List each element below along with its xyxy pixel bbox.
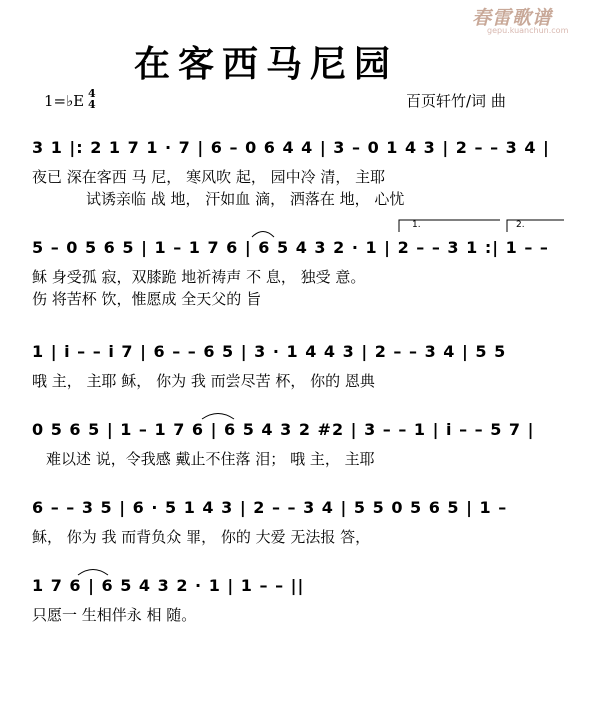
tie-mark-2 <box>200 408 236 420</box>
score-line-1: 3 1 |: 2 1 7 1 · 7 | 6 – 0 6 4 4 | 3 – 0 1 4 3 | 2 – – 3 4 | <box>32 138 550 157</box>
score-line-4: 0 5 6 5 | 1 – 1 7 6 | 6 5 4 3 2 #2 | 3 – – 1 | i – – 5 7 | <box>32 420 535 439</box>
score-line-5: 6 – – 3 5 | 6 · 5 1 4 3 | 2 – – 3 4 | 5 5 0 5 6 5 | 1 – <box>32 498 508 517</box>
time-signature-bottom: 4 <box>88 98 96 111</box>
lyric-line-1a: 夜已 深在客西 马 尼， 寒风吹 起， 园中冷 清， 主耶 <box>32 168 386 186</box>
credit-line: 百页轩竹/词 曲 <box>406 92 506 110</box>
score-line-2: 5 – 0 5 6 5 | 1 – 1 7 6 | 6 5 4 3 2 · 1 | 2 – – 3 1 :| 1 – – <box>32 238 549 257</box>
watermark-logo: 春雷歌谱 <box>472 7 553 29</box>
lyric-line-2b: 伤 将苦杯 饮，惟愿成 全天父的 旨 <box>32 290 262 308</box>
time-signature <box>88 88 96 110</box>
volta-label-1: 1. <box>412 220 421 230</box>
song-title: 在客西马尼园 <box>134 43 399 85</box>
key-signature: 1=♭E <box>44 92 85 110</box>
lyric-line-4: 难以述 说，令我感 戴止不住落 泪； 哦 主， 主耶 <box>46 450 375 468</box>
lyric-line-1b: 试诱亲临 战 地， 汗如血 滴， 洒落在 地， 心忧 <box>86 190 405 208</box>
tie-mark-1 <box>250 226 276 238</box>
watermark-site: gepu.kuanchun.com <box>487 26 569 35</box>
time-signature-top: 4 <box>88 87 96 100</box>
lyric-line-3: 哦 主， 主耶 稣， 你为 我 而尝尽苦 杯， 你的 恩典 <box>32 372 375 390</box>
tie-mark-3 <box>76 564 110 576</box>
lyric-line-5: 稣， 你为 我 而背负众 罪， 你的 大爱 无法报 答， <box>32 528 371 546</box>
lyric-line-2a: 稣 身受孤 寂，双膝跪 地祈祷声 不 息， 独受 意。 <box>32 268 366 286</box>
volta-label-2: 2. <box>516 220 525 230</box>
lyric-line-6: 只愿一 生相伴永 相 随。 <box>32 606 197 624</box>
score-line-6: 1 7 6 | 6 5 4 3 2 · 1 | 1 – – || <box>32 576 305 595</box>
volta-bracket-2 <box>506 219 566 233</box>
score-line-3: 1 | i – – i 7 | 6 – – 6 5 | 3 · 1 4 4 3 | 2 – – 3 4 | 5 5 <box>32 342 507 361</box>
